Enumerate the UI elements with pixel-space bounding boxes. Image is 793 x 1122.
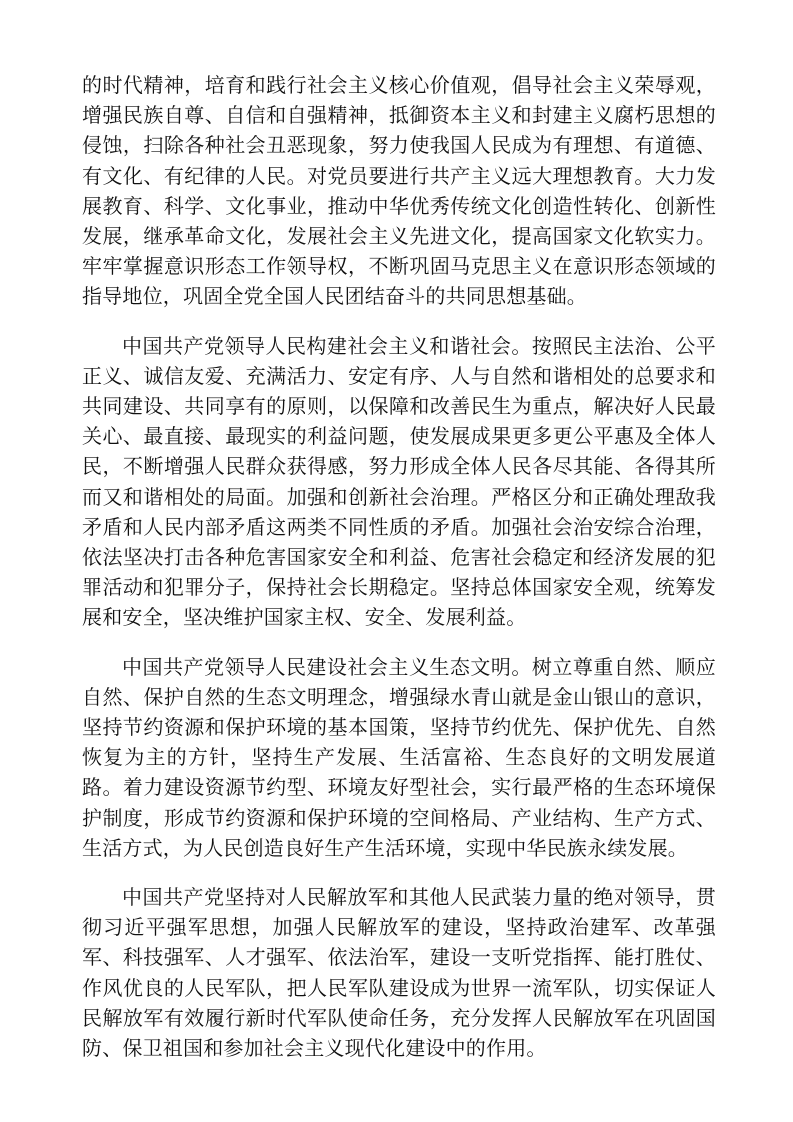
document-page (82, 70, 716, 1082)
paragraph-military-leadership: 中国共产党坚持对人民解放军和其他人民武装力量的绝对领导，贯彻习近平强军思想，加强人民解放军的建设，坚持政治建军、改革强军、科技强军、人才强军、依法治军，建设一支听党指挥、能打胜仗、作风优良的人民军队，把人民军队建设成为世界一流军队，切实保证人民解放军有效履行新时代军队使命任务，充分发挥人民解放军在巩固国防、保卫祖国和参加社会主义现代化建设中的作用。 (82, 885, 716, 1061)
paragraph-harmonious-society: 中国共产党领导人民构建社会主义和谐社会。按照民主法治、公平正义、诚信友爱、充满活力、安定有序、人与自然和谐相处的总要求和共同建设、共同享有的原则，以保障和改善民生为重点，解决好人民最关心、最直接、最现实的利益问题，使发展成果更多更公平惠及全体人民，不断增强人民群众获得感，努力形成全体人民各尽其能、各得其所而又和谐相处的局面。加强和创新社会治理。严格区分和正确处理敌我矛盾和人民内部矛盾这两类不同性质的矛盾。加强社会治安综合治理，依法坚决打击各种危害国家安全和利益、危害社会稳定和经济发展的犯罪活动和犯罪分子，保持社会长期稳定。坚持总体国家安全观，统筹发展和安全，坚决维护国家主权、安全、发展利益。 (82, 333, 716, 630)
paragraph-continuation: 的时代精神，培育和践行社会主义核心价值观，倡导社会主义荣辱观，增强民族自尊、自信和自强精神，抵御资本主义和封建主义腐朽思想的侵蚀，扫除各种社会丑恶现象，努力使我国人民成为有理想、有道德、有文化、有纪律的人民。对党员要进行共产主义远大理想教育。大力发展教育、科学、文化事业，推动中华优秀传统文化创造性转化、创新性发展，继承革命文化，发展社会主义先进文化，提高国家文化软实力。牢牢掌握意识形态工作领导权，不断巩固马克思主义在意识形态领域的指导地位，巩固全党全国人民团结奋斗的共同思想基础。 (82, 73, 716, 309)
paragraph-ecological-civilization: 中国共产党领导人民建设社会主义生态文明。树立尊重自然、顺应自然、保护自然的生态文明理念，增强绿水青山就是金山银山的意识，坚持节约资源和保护环境的基本国策，坚持节约优先、保护优先、自然恢复为主的方针，坚持生产发展、生活富裕、生态良好的文明发展道路。着力建设资源节约型、环境友好型社会，实行最严格的生态环境保护制度，形成节约资源和保护环境的空间格局、产业结构、生产方式、生活方式，为人民创造良好生产生活环境，实现中华民族永续发展。 (82, 654, 716, 860)
